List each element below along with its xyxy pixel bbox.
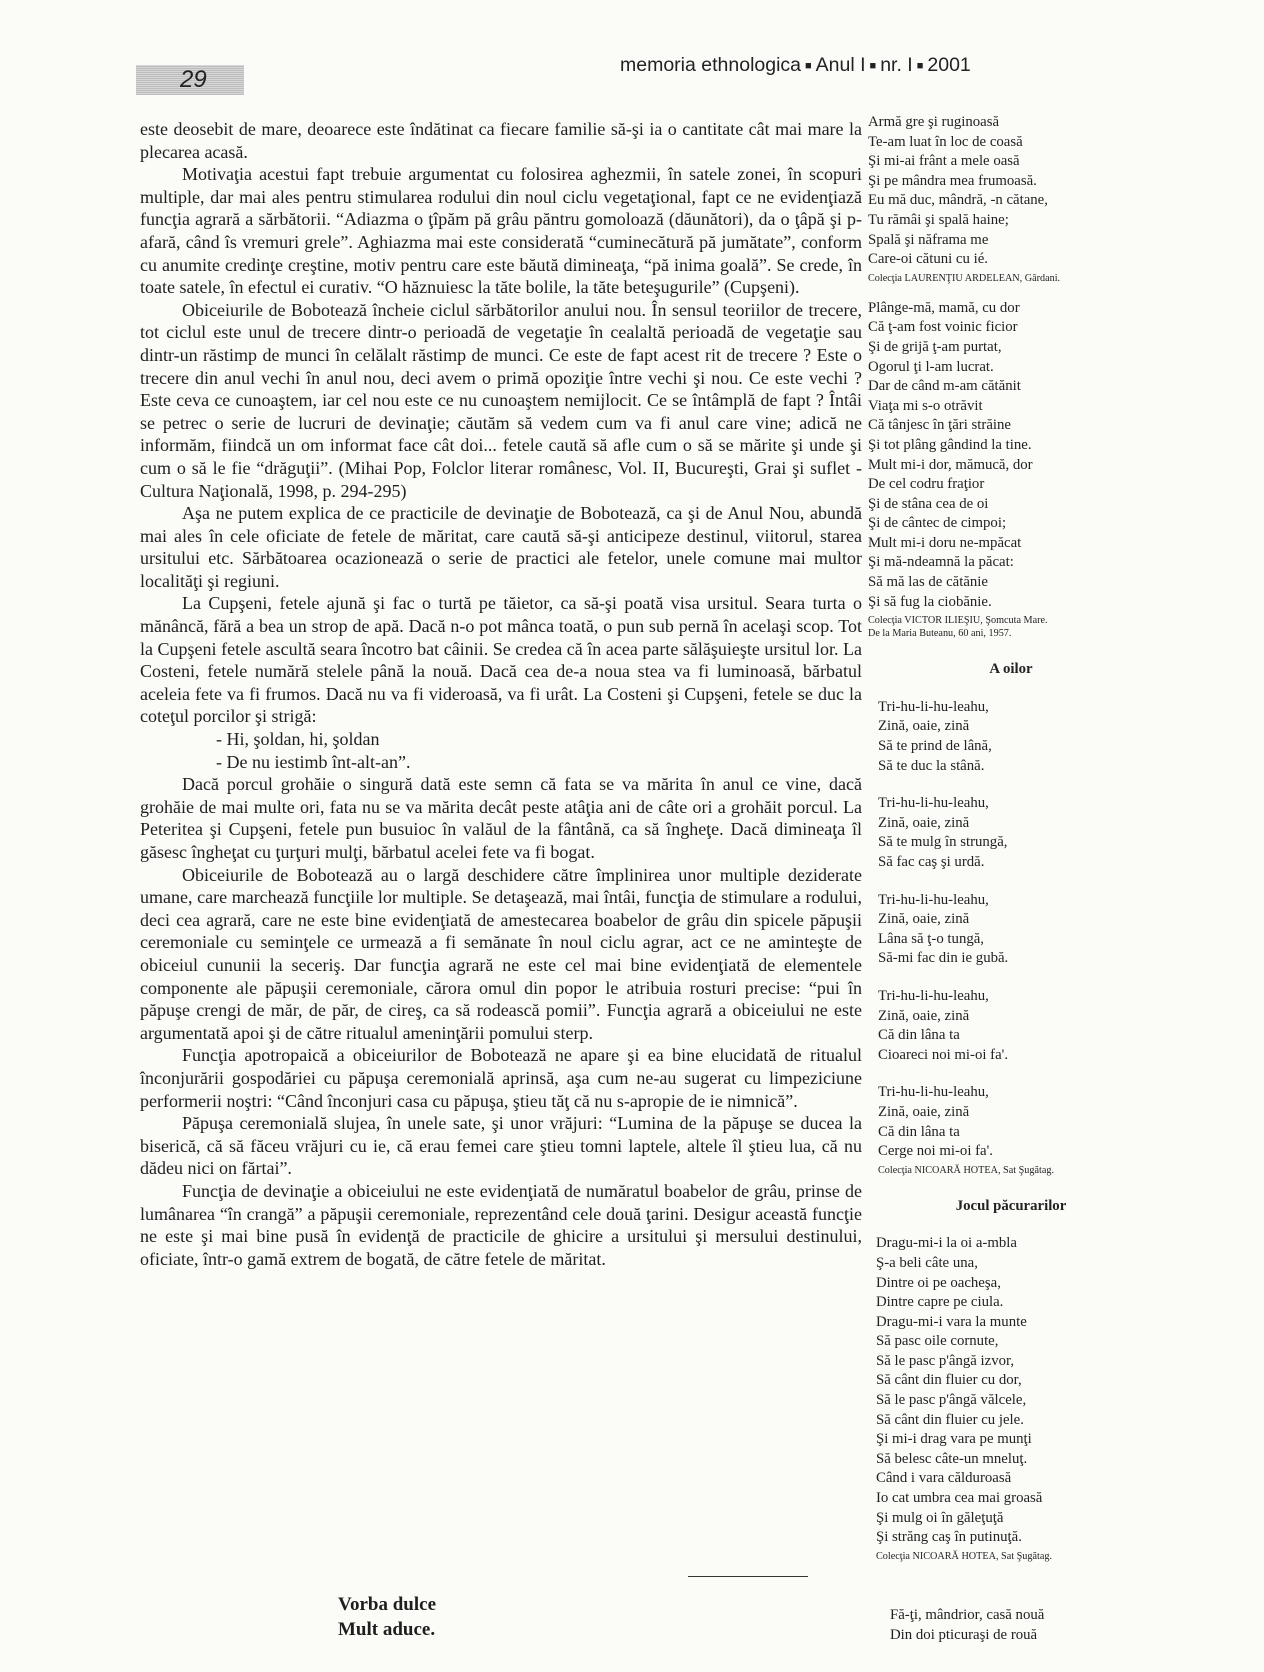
poem-line: Tri-hu-li-hu-leahu,: [878, 795, 989, 812]
collection-credit: Colecţia NICOARĂ HOTEA, Sat Şugătag.: [878, 1164, 1054, 1176]
poem-line: Ş-a beli câte una,: [876, 1254, 978, 1271]
collection-credit: Colecţia LAURENŢIU ARDELEAN, Gârdani.: [868, 272, 1061, 284]
collection-credit: Colecţia VICTOR ILIEŞIU, Şomcuta Mare.: [868, 615, 1048, 627]
poem-line: Când i vara călduroasă: [876, 1470, 1012, 1487]
poem-soldier: [868, 113, 1154, 270]
journal-title: memoria ethnologica: [620, 54, 802, 76]
poem-line: Mult mi-i doru ne-mpăcat: [868, 534, 1022, 551]
poem-line: Zină, oaie, zină: [878, 1007, 970, 1024]
poem-line: Şi de stâna cea de oi: [868, 495, 989, 512]
poem-line: Că tânjesc în ţări străine: [868, 417, 1011, 434]
poem-line: Şi străng caş în putinuţă.: [876, 1529, 1022, 1546]
poem-line: De cel codru fraţior: [868, 476, 985, 493]
year-label: Anul I: [815, 54, 866, 76]
stanza: [878, 891, 1154, 969]
collection-credit: De la Maria Buteanu, 60 ani, 1957.: [868, 628, 1012, 640]
poem-line: Să belesc câte-un mneluţ.: [876, 1450, 1028, 1467]
paragraph: Aşa ne putem explica de ce practicile de devinaţie de Bobotează, ca şi de Anul Nou, abundă mai ales în cele oficiate de fetele de măritat, care caută să-şi anticipeze destinul, viitorul, starea ursitului etc. Sărbătoarea ocazionează o serie de practici ale fetelor, unele comune mai multor localităţi şi regiuni.: [140, 503, 862, 591]
poem-line: Eu mă duc, mândră, -n cătane,: [868, 192, 1048, 209]
poem-line: Lâna să ţ-o tungă,: [878, 930, 985, 947]
poem-line: Să le pasc p'ângă vălcele,: [876, 1392, 1027, 1409]
proverb-line: Mult aduce.: [338, 1619, 436, 1640]
poem-line: Tri-hu-li-hu-leahu,: [878, 891, 989, 908]
proverb: [338, 1592, 436, 1642]
poem-line: Şi pe mândra mea frumoasă.: [868, 172, 1037, 189]
poem-line: Să fac caş şi urdă.: [878, 854, 985, 870]
poem-line: Să pasc oile cornute,: [876, 1333, 999, 1350]
separator-square-icon: ■: [805, 59, 812, 72]
poem-line: Cioareci noi mi-oi fa'.: [878, 1046, 1009, 1063]
main-article: [140, 118, 862, 1270]
paragraph: este deosebit de mare, deoarece este îndătinat ca fiecare familie să-şi ia o cantitate cât mai mare la plecarea acasă.: [140, 119, 862, 162]
poem-line: Ogorul ţi l-am lucrat.: [868, 358, 994, 375]
poem-line: Şi mi-i drag vara pe munţi: [876, 1431, 1032, 1448]
poem-line: Că ţ-am fost voinic ficior: [868, 319, 1018, 336]
paragraph: La Cupşeni, fetele ajună şi fac o turtă pe tăietor, ca să-şi poată visa ursitul. Seara turta o mănâncă, fără a bea un strop de apă. Dacă n-o pot mânca toată, o pun sub pernă în acelaşi scop. Tot la Cupşeni fetele ascultă seara încotro bat câinii. Se credea că în acea parte sălăşuieşte ursitul lor. La Costeni, fetele numără stelele până la nouă. Dacă cea de-a noua stea va fi luminoasă, bărbatul aceleia fete va fi frumos. Dacă nu va fi videroasă, va fi urât. La Costeni şi Cupşeni, fetele se duc la coteţul porcilor şi strigă:: [140, 593, 862, 727]
stanza: [878, 1083, 1154, 1161]
poem-line: Dragu-mi-i vara la munte: [876, 1313, 1027, 1330]
poem-line: Tri-hu-li-hu-leahu,: [878, 987, 989, 1004]
poem-line: Şi tot plâng gândind la tine.: [868, 436, 1032, 453]
stanza: [878, 698, 1154, 776]
poem-line: Să te prind de lână,: [878, 738, 992, 755]
poem-line: Plânge-mă, mamă, cu dor: [868, 299, 1020, 316]
poem-line: Cerge noi mi-oi fa'.: [878, 1143, 993, 1160]
poem-line: Fă-ţi, mândrior, casă nouă: [890, 1607, 1045, 1623]
proverb-line: Vorba dulce: [338, 1594, 437, 1615]
poem-line: Şi mi-ai frânt a mele oasă: [868, 153, 1020, 170]
poem-line: Şi de cântec de cimpoi;: [868, 515, 1007, 532]
paragraph: Obiceiurile de Bobotează au o largă deschidere către împlinirea unor multiple deziderate umane, care marchează funcţiile lor multiple. Se detaşează, mai întâi, funcţia de stimulare a rodului, deci cea agrară, care ne este bine evidenţiată de amestecarea boabelor de grâu din spicele păpuşii ceremoniale cu seminţele ce urmează a fi semănate în noul ciclu agrar, act ce ne aminteşte de obiceiul cununii la seceriş. Dar funcţia agrară ne este cel mai bine evidenţiată de elementele componente ale păpuşii ceremoniale, cărora omul din popor le atribuia rosturi precise: “pui în păpuşe crengi de măr, de păr, de cireş, ca să rodească pomii”. Funcţia agrară a obiceiului ne este argumentată apoi şi de către ritualul ameninţării pomului sterp.: [140, 864, 862, 1043]
poem-line: Să cânt din fluier cu jele.: [876, 1411, 1024, 1428]
poem-line: Tri-hu-li-hu-leahu,: [878, 698, 989, 715]
poem-line: Şi de grijă ţ-am purtat,: [868, 338, 1002, 355]
poem-title-oilor: A oilor: [989, 661, 1033, 678]
poem-line: Mult mi-i dor, mămucă, dor: [868, 456, 1033, 473]
separator-square-icon: ■: [869, 59, 877, 72]
poem-line: Să cânt din fluier cu dor,: [876, 1372, 1022, 1389]
dialogue-line: - De nu iestimb înt-alt-an”.: [216, 751, 411, 772]
stanza: [878, 987, 1154, 1065]
poem-line: Armă gre şi ruginoasă: [868, 114, 1000, 130]
poem-line: Spală şi năframa me: [868, 231, 989, 248]
paragraph: Motivaţia acestui fapt trebuie argumentat cu folosirea aghezmii, în satele zonei, în scopuri multiple, dar mai ales pentru stimularea rodului din noul ciclu vegetaţional, fapt ce ne evidenţiază funcţia agrară a sărbătorii. “Adiazma o ţîpăm pă grâu păntru gomoloază (dăunători), da o ţâpă şi p-afară, când îs vremuri grele”. Aghiazma mai este considerată “cuminecătură pă jumătate”, conform cu anumite credinţe creştine, motiv pentru care este băută dimineaţa, “pă inima goală”. Se crede, în toate satele, în efectul ei curativ. “O hăznuiesc la tăte bolile, la tăte beteşugurile” (Cupşeni).: [140, 164, 862, 298]
poem-casa-noua: [890, 1606, 1044, 1645]
poem-line: Dar de când m-am cătănit: [868, 378, 1021, 395]
poem-line: Io cat umbra cea mai groasă: [876, 1490, 1043, 1507]
poem-line: Să te duc la stână.: [878, 757, 985, 774]
separator-square-icon: ■: [916, 59, 924, 72]
poem-mother: [868, 299, 1154, 613]
poem-line: Că din lâna ta: [878, 1027, 960, 1044]
page-number: 29: [136, 65, 244, 95]
paragraph: Funcţia apotropaică a obiceiurilor de Bobotează ne apare şi ea bine elucidată de ritualul înconjurării gospodăriei cu păpuşa ceremonială aprinsă, aşa cum ne-au sugerat cu limpeziciune performerii noştri: “Când înconjuri casa cu păpuşa, ştieu tăţ că nu s-apropie de ie nimnică”.: [140, 1045, 862, 1111]
running-header: [620, 54, 1060, 77]
poem-line: Din doi pticuraşi de rouă: [890, 1626, 1038, 1643]
issue-label: nr. I: [880, 54, 913, 76]
poem-line: Dragu-mi-i la oi a-mbla: [876, 1235, 1017, 1252]
poem-line: Zină, oaie, zină: [878, 814, 970, 831]
stanza: [878, 794, 1154, 872]
poem-oilor: [878, 698, 1154, 1177]
poem-line: Că din lâna ta: [878, 1123, 960, 1140]
poem-line: Să le pasc p'ângă izvor,: [876, 1352, 1015, 1369]
collection-credit: Colecţia NICOARĂ HOTEA, Sat Şugătag.: [876, 1550, 1052, 1562]
year: 2001: [927, 54, 971, 76]
poem-line: Să mă las de cătănie: [868, 574, 988, 591]
poem-line: Să-mi fac din ie gubă.: [878, 950, 1009, 967]
poem-line: Să te mulg în strungă,: [878, 834, 1008, 851]
poem-title-jocul: Jocul păcurarilor: [955, 1197, 1067, 1214]
divider-line: [688, 1576, 808, 1577]
poems-column: [868, 113, 1154, 1563]
paragraph: Obiceiurile de Bobotează încheie ciclul sărbătorilor anului nou. În sensul teoriilor de trecere, tot ciclul este unul de trecere dintr-o perioadă de vegetaţie în cealaltă perioadă de vegetaţie sau dintr-un răstimp de munci în celălalt răstimp de munci. Ce este de fapt acest rit de trecere ? Este o trecere din anul vechi în anul nou, deci avem o primă opoziţie între vechi şi nou. Ce este vechi ? Este ceva ce cunoaştem, iar cel nou este ce nu cunoaştem nemijlocit. Ce se întâmplă de fapt ? Întâi se petrec o serie de lucruri de devinaţie; căutăm să vedem cum va fi anul care vine; adică ne informăm, fiindcă un om informat face cât doi... fetele caută să afle cum o să se mărite şi unde şi cum o să le fie “drăguţii”. (Mihai Pop, Folclor literar românesc, Vol. II, Bucureşti, Grai şi suflet - Cultura Naţională, 1998, p. 294-295): [140, 299, 862, 501]
poem-line: Dintre capre pe ciula.: [876, 1294, 1004, 1311]
poem-line: Şi să fug la ciobănie.: [868, 593, 992, 610]
poem-line: Şi mulg oi în găleţuţă: [876, 1509, 1004, 1526]
dialogue-line: - Hi, şoldan, hi, şoldan: [216, 729, 380, 750]
poem-line: Tri-hu-li-hu-leahu,: [878, 1084, 989, 1101]
poem-line: Zină, oaie, zină: [878, 1103, 970, 1120]
poem-line: Care-oi cătuni cu ié.: [868, 251, 988, 268]
poem-line: Te-am luat în loc de coasă: [868, 133, 1023, 150]
poem-jocul: [876, 1234, 1154, 1563]
paragraph: Păpuşa ceremonială slujea, în unele sate, şi unor vrăjuri: “Lumina de la păpuşe se ducea la biserică, că să făceu vrăjuri cu ie, că erau femei care ştieu tomni laptele, altele îl ştieu lua, că nu dădeu nici on fărtai”.: [140, 1113, 862, 1179]
poem-line: Tu rămâi şi spală haine;: [868, 211, 1009, 228]
paragraph: Funcţia de devinaţie a obiceiului ne este evidenţiată de număratul boabelor de grâu, prinse de lumânarea “în crangă” a păpuşii ceremoniale, reprezentând cele două ţarini. Desigur această funcţie ne este şi mai bine pusă în evidenţă de practicile de ghicire a ursitului şi mersului destinului, oficiate, într-o gamă extrem de bogată, de către fetele de măritat.: [140, 1180, 862, 1269]
poem-line: Şi mă-ndeamnă la păcat:: [868, 554, 1014, 571]
poem-line: Viaţa mi s-o otrăvit: [868, 397, 983, 414]
paragraph: Dacă porcul grohăie o singură dată este semn că fata se va mărita în anul ce vine, dacă grohăie de mai multe ori, fata nu se va mărita decât peste atâţia ani de câte ori a grohăit porcul. La Peteritea şi Cupşeni, fetele pun busuioc în valăul de la fântână, ca să îngheţe. Dacă dimineaţa îl găsesc îngheţat cu ţurţuri mulţi, bărbatul acelei fete va fi bogat.: [140, 774, 862, 862]
poem-line: Dintre oi pe oacheşa,: [876, 1274, 1001, 1291]
poem-line: Zină, oaie, zină: [878, 718, 970, 735]
poem-line: Zină, oaie, zină: [878, 911, 970, 928]
